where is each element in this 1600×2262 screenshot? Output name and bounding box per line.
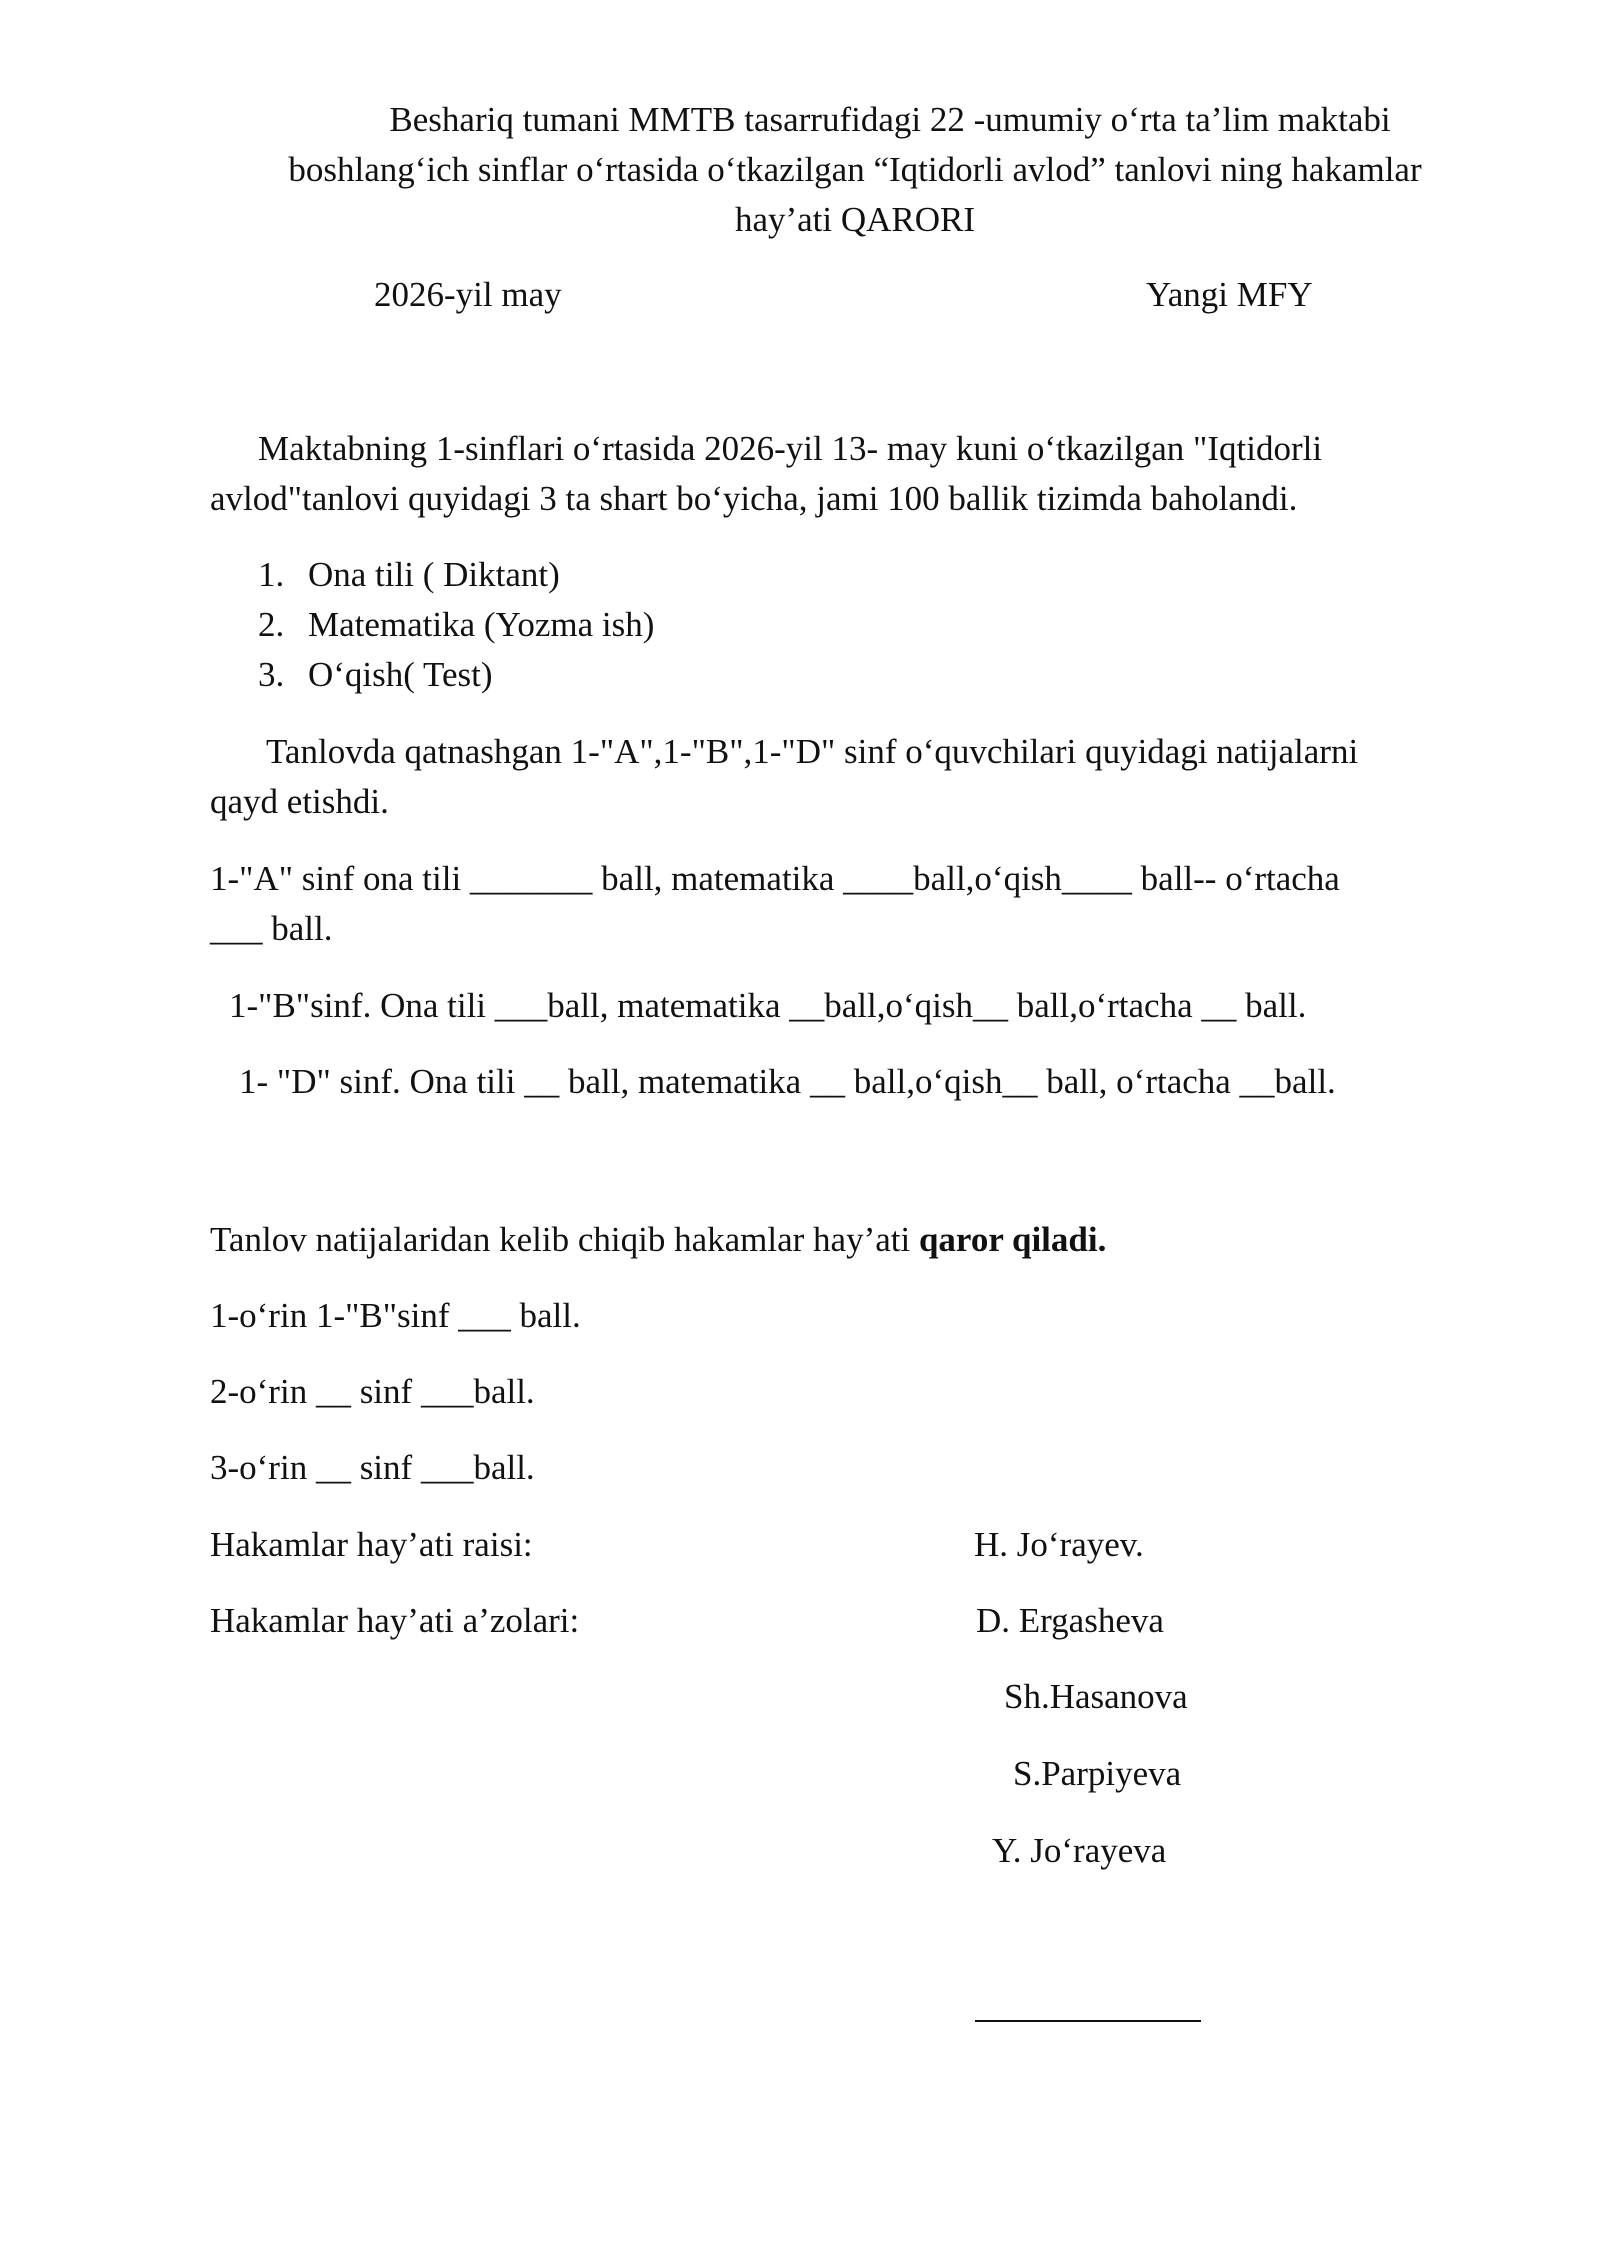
criteria-number: 3.	[258, 655, 285, 694]
criteria-text: Matematika (Yozma ish)	[308, 605, 655, 644]
intro-paragraph	[210, 424, 1500, 524]
third-place: 3-o‘rin __ sinf ___ball.	[210, 1448, 535, 1487]
second-place: 2-o‘rin __ sinf ___ball.	[210, 1372, 535, 1411]
intro-line-1: Maktabning 1-sinflari o‘rtasida 2026-yil 13- may kuni o‘tkazilgan "Iqtidorli	[258, 429, 1323, 468]
signature-line	[975, 2020, 1201, 2022]
decision-bold: qaror qiladi.	[918, 1220, 1107, 1259]
header-line-1: Beshariq tumani MMTB tasarrufidagi 22 -umumiy o‘rta ta’lim maktabi	[389, 100, 1391, 139]
decision-statement	[210, 1215, 1106, 1265]
result-a-line-2: ___ ball.	[210, 909, 333, 948]
result-class-d: 1- "D" sinf. Ona tili __ ball, matematika __ ball,o‘qish__ ball, o‘rtacha __ball.	[239, 1062, 1336, 1101]
jury-member: Sh.Hasanova	[1004, 1677, 1188, 1716]
document-header	[210, 95, 1500, 245]
criteria-item	[258, 550, 654, 600]
participants-line-1: Tanlovda qatnashgan 1-"A",1-"B",1-"D" sinf o‘quvchilari quyidagi natijalarni	[266, 732, 1359, 771]
first-place: 1-o‘rin 1-"B"sinf ___ ball.	[210, 1296, 581, 1335]
document-place: Yangi MFY	[1146, 275, 1313, 314]
criteria-list	[258, 550, 654, 700]
jury-chair-name: H. Jo‘rayev.	[974, 1525, 1144, 1564]
participants-paragraph	[210, 727, 1500, 827]
intro-line-2: avlod"tanlovi quyidagi 3 ta shart bo‘yicha, jami 100 ballik tizimda baholandi.	[210, 479, 1298, 518]
header-line-3: hay’ati QARORI	[734, 200, 976, 239]
criteria-number: 1.	[258, 555, 285, 594]
result-class-b: 1-"B"sinf. Ona tili ___ball, matematika __ball,o‘qish__ ball,o‘rtacha __ ball.	[229, 986, 1307, 1025]
criteria-text: O‘qish( Test)	[308, 655, 493, 694]
document-date: 2026-yil may	[374, 275, 562, 314]
result-a-line-1: 1-"A" sinf ona tili _______ ball, matematika ____ball,o‘qish____ ball-- o‘rtacha	[210, 859, 1340, 898]
result-class-a	[210, 854, 1500, 954]
header-line-2: boshlang‘ich sinflar o‘rtasida o‘tkazilgan “Iqtidorli avlod” tanlovi ning hakamlar	[288, 150, 1422, 189]
jury-member: D. Ergasheva	[976, 1601, 1164, 1640]
criteria-item	[258, 650, 654, 700]
jury-members-label: Hakamlar hay’ati a’zolari:	[210, 1601, 580, 1640]
criteria-text: Ona tili ( Diktant)	[308, 555, 560, 594]
jury-chair-label: Hakamlar hay’ati raisi:	[210, 1525, 533, 1564]
criteria-item	[258, 600, 654, 650]
criteria-number: 2.	[258, 605, 285, 644]
decision-intro: Tanlov natijalaridan kelib chiqib hakamlar hay’ati	[210, 1220, 919, 1259]
jury-member: S.Parpiyeva	[1013, 1754, 1182, 1793]
participants-line-2: qayd etishdi.	[210, 782, 389, 821]
jury-member: Y. Jo‘rayeva	[992, 1831, 1167, 1870]
